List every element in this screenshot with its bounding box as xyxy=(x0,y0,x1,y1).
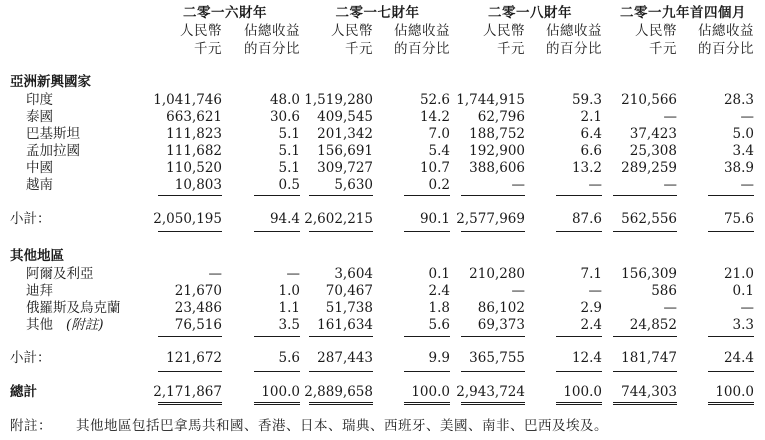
subtotal-rule xyxy=(158,195,222,196)
table-cell: 5.4 xyxy=(428,143,450,159)
table-cell: 100.0 xyxy=(563,384,602,400)
table-cell: 309,727 xyxy=(317,160,373,176)
region-label: 其他 xyxy=(26,317,53,333)
table-cell: 2,171,867 xyxy=(153,384,222,400)
percent-of-revenue-header: 的百分比 xyxy=(244,41,300,57)
table-cell: 37,423 xyxy=(629,126,677,142)
total-double-rule xyxy=(254,402,300,405)
table-cell: 586 xyxy=(651,283,677,299)
unit-header: 千元 xyxy=(194,41,222,57)
subtotal-rule xyxy=(461,336,525,337)
percent-of-revenue-header: 的百分比 xyxy=(546,41,602,57)
table-cell: 2.4 xyxy=(580,317,602,333)
subtotal-rule xyxy=(158,336,222,337)
subtotal-rule xyxy=(158,371,222,372)
total-double-rule xyxy=(613,402,677,405)
region-label: 迪拜 xyxy=(26,283,53,299)
table-cell: 156,691 xyxy=(317,143,373,159)
table-cell: 3.4 xyxy=(732,143,754,159)
table-cell: 201,342 xyxy=(317,126,373,142)
percent-header: 佔總收益 xyxy=(546,23,602,39)
table-cell: 30.6 xyxy=(269,109,300,125)
subtotal-rule xyxy=(613,336,677,337)
subtotal-rule xyxy=(613,195,677,196)
table-cell: 100.0 xyxy=(715,384,754,400)
table-cell: 2.9 xyxy=(580,300,602,316)
table-cell: — xyxy=(663,109,677,125)
table-cell: 1.1 xyxy=(278,300,300,316)
table-cell: 181,747 xyxy=(621,350,677,366)
table-cell: 2.4 xyxy=(428,283,450,299)
subtotal-rule xyxy=(254,371,300,372)
table-cell: 5.6 xyxy=(428,317,450,333)
total-double-rule xyxy=(404,402,450,405)
table-cell: 51,738 xyxy=(325,300,373,316)
table-cell: 2,889,658 xyxy=(304,384,373,400)
total-double-rule xyxy=(556,402,602,405)
section-title-asia: 亞洲新興國家 xyxy=(10,74,91,90)
table-cell: 2,602,215 xyxy=(304,211,373,227)
subtotal-rule xyxy=(708,336,754,337)
table-cell: 5,630 xyxy=(334,177,373,193)
table-cell: 100.0 xyxy=(261,384,300,400)
table-cell: 25,308 xyxy=(629,143,677,159)
table-cell: 0.5 xyxy=(278,177,300,193)
table-cell: 5.6 xyxy=(278,350,300,366)
table-cell: 1.8 xyxy=(428,300,450,316)
table-cell: 0.1 xyxy=(732,283,754,299)
table-cell: — xyxy=(663,300,677,316)
table-cell: 12.4 xyxy=(571,350,602,366)
currency-header: 人民幣 xyxy=(331,23,373,39)
table-cell: 21,670 xyxy=(174,283,222,299)
table-cell: 94.4 xyxy=(269,211,300,227)
subtotal-rule xyxy=(461,371,525,372)
percent-header: 佔總收益 xyxy=(244,23,300,39)
total-double-rule xyxy=(158,402,222,405)
table-cell: 9.9 xyxy=(428,350,450,366)
table-cell: 24.4 xyxy=(723,350,754,366)
table-cell: 38.9 xyxy=(723,160,754,176)
table-cell: 289,259 xyxy=(621,160,677,176)
table-cell: 1,041,746 xyxy=(153,92,222,108)
total-double-rule xyxy=(461,402,525,405)
table-cell: 28.3 xyxy=(723,92,754,108)
currency-header: 人民幣 xyxy=(635,23,677,39)
subtotal-rule xyxy=(309,371,373,372)
percent-of-revenue-header: 的百分比 xyxy=(698,41,754,57)
subtotal-rule xyxy=(404,195,450,196)
table-cell: 76,516 xyxy=(174,317,222,333)
table-cell: — xyxy=(511,283,525,299)
footnote-text: 其他地區包括巴拿馬共和國、香港、日本、瑞典、西班牙、美國、南非、巴西及埃及。 xyxy=(76,418,608,434)
table-cell: 663,621 xyxy=(166,109,222,125)
table-cell: 2.1 xyxy=(580,109,602,125)
table-cell: 2,943,724 xyxy=(456,384,525,400)
table-cell: 5.1 xyxy=(278,160,300,176)
subtotal-rule xyxy=(708,195,754,196)
subtotal-rule xyxy=(309,336,373,337)
period-header: 二零一九年首四個月 xyxy=(620,5,746,21)
table-cell: 1,744,915 xyxy=(456,92,525,108)
table-cell: 69,373 xyxy=(477,317,525,333)
region-label: 俄羅斯及烏克蘭 xyxy=(26,300,121,316)
table-cell: 3.3 xyxy=(732,317,754,333)
table-cell: 5.1 xyxy=(278,126,300,142)
table-cell: 156,309 xyxy=(621,266,677,282)
subtotal-rule xyxy=(708,371,754,372)
currency-header: 人民幣 xyxy=(483,23,525,39)
table-cell: 210,280 xyxy=(469,266,525,282)
region-label: 印度 xyxy=(26,92,53,108)
subtotal-rule xyxy=(708,231,754,232)
subtotal-rule xyxy=(309,195,373,196)
table-cell: 121,672 xyxy=(166,350,222,366)
table-cell: — xyxy=(208,266,222,282)
table-cell: 161,634 xyxy=(317,317,373,333)
subtotal-rule xyxy=(613,371,677,372)
period-header: 二零一六財年 xyxy=(183,5,267,21)
table-cell: 287,443 xyxy=(317,350,373,366)
table-cell: 2,050,195 xyxy=(153,211,222,227)
subtotal-rule xyxy=(404,231,450,232)
table-cell: 365,755 xyxy=(469,350,525,366)
table-cell: 59.3 xyxy=(571,92,602,108)
total-double-rule xyxy=(708,402,754,405)
table-cell: 562,556 xyxy=(621,211,677,227)
table-cell: 409,545 xyxy=(317,109,373,125)
currency-header: 人民幣 xyxy=(180,23,222,39)
table-cell: 23,486 xyxy=(174,300,222,316)
table-cell: 7.1 xyxy=(580,266,602,282)
section-title-other: 其他地區 xyxy=(10,248,64,264)
table-cell: 111,823 xyxy=(166,126,222,142)
table-cell: 14.2 xyxy=(419,109,450,125)
table-cell: 111,682 xyxy=(166,143,222,159)
region-label: 孟加拉國 xyxy=(26,143,80,159)
subtotal-rule xyxy=(461,231,525,232)
table-cell: 744,303 xyxy=(621,384,677,400)
table-cell: 62,796 xyxy=(477,109,525,125)
subtotal-rule xyxy=(404,371,450,372)
period-header: 二零一七財年 xyxy=(335,5,420,21)
percent-header: 佔總收益 xyxy=(698,23,754,39)
subtotal-rule xyxy=(254,336,300,337)
table-cell: — xyxy=(588,177,602,193)
table-cell: 210,566 xyxy=(621,92,677,108)
table-cell: 86,102 xyxy=(477,300,525,316)
table-cell: 21.0 xyxy=(723,266,754,282)
table-cell: 48.0 xyxy=(269,92,300,108)
table-cell: 7.0 xyxy=(428,126,450,142)
subtotal-label: 小計： xyxy=(10,350,51,366)
subtotal-rule xyxy=(556,336,602,337)
table-cell: 6.6 xyxy=(580,143,602,159)
region-label: 越南 xyxy=(26,177,53,193)
footnote-label: 附註： xyxy=(10,418,52,434)
unit-header: 千元 xyxy=(497,41,525,57)
table-cell: 90.1 xyxy=(419,211,450,227)
table-cell: 0.2 xyxy=(428,177,450,193)
percent-header: 佔總收益 xyxy=(394,23,450,39)
table-cell: 5.0 xyxy=(732,126,754,142)
table-cell: 5.1 xyxy=(278,143,300,159)
subtotal-rule xyxy=(556,231,602,232)
table-cell: 2,577,969 xyxy=(456,211,525,227)
unit-header: 千元 xyxy=(345,41,373,57)
table-cell: 13.2 xyxy=(571,160,602,176)
table-cell: 388,606 xyxy=(469,160,525,176)
total-label: 總計 xyxy=(10,384,37,400)
table-cell: 52.6 xyxy=(419,92,450,108)
table-cell: — xyxy=(740,109,754,125)
table-cell: 188,752 xyxy=(469,126,525,142)
table-cell: 10,803 xyxy=(174,177,222,193)
table-cell: — xyxy=(663,177,677,193)
table-cell: — xyxy=(511,177,525,193)
table-cell: — xyxy=(286,266,300,282)
table-cell: 24,852 xyxy=(629,317,677,333)
table-cell: 3,604 xyxy=(334,266,373,282)
region-label: 巴基斯坦 xyxy=(26,126,80,142)
subtotal-rule xyxy=(309,231,373,232)
region-label: 中國 xyxy=(26,160,53,176)
table-cell: 75.6 xyxy=(723,211,754,227)
table-cell: — xyxy=(740,177,754,193)
table-cell: — xyxy=(588,283,602,299)
subtotal-rule xyxy=(158,231,222,232)
table-cell: — xyxy=(740,300,754,316)
region-label: 泰國 xyxy=(26,109,53,125)
table-cell: 3.5 xyxy=(278,317,300,333)
table-cell: 0.1 xyxy=(428,266,450,282)
total-double-rule xyxy=(309,402,373,405)
subtotal-rule xyxy=(254,195,300,196)
subtotal-rule xyxy=(254,231,300,232)
percent-of-revenue-header: 的百分比 xyxy=(394,41,450,57)
table-cell: 87.6 xyxy=(571,211,602,227)
subtotal-rule xyxy=(556,371,602,372)
table-cell: 1,519,280 xyxy=(304,92,373,108)
table-cell: 70,467 xyxy=(325,283,373,299)
region-label: 阿爾及利亞 xyxy=(26,266,94,282)
subtotal-rule xyxy=(613,231,677,232)
table-cell: 6.4 xyxy=(580,126,602,142)
table-cell: 10.7 xyxy=(419,160,450,176)
unit-header: 千元 xyxy=(649,41,677,57)
subtotal-rule xyxy=(556,195,602,196)
subtotal-rule xyxy=(461,195,525,196)
table-cell: 100.0 xyxy=(411,384,450,400)
table-cell: 110,520 xyxy=(166,160,222,176)
period-header: 二零一八財年 xyxy=(488,5,572,21)
table-cell: 192,900 xyxy=(469,143,525,159)
subtotal-rule xyxy=(404,336,450,337)
subtotal-label: 小計： xyxy=(10,211,51,227)
table-cell: 1.0 xyxy=(278,283,300,299)
note-reference: (附註) xyxy=(66,317,104,333)
